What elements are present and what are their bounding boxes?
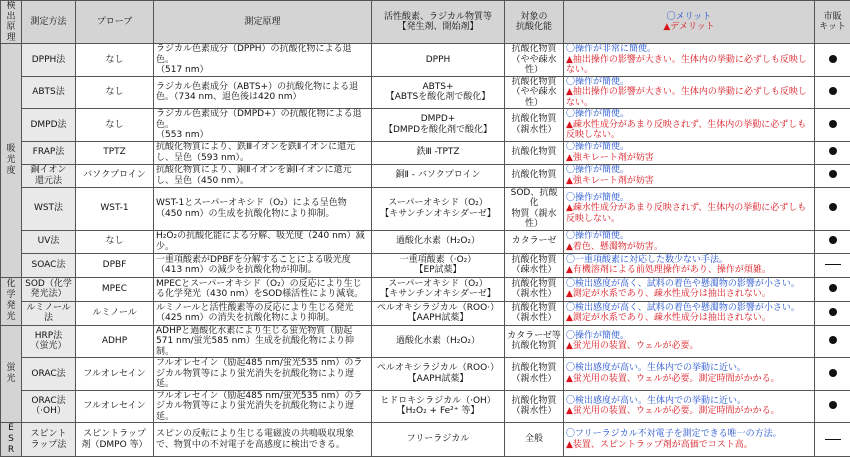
- method-name: SOD（化学 発光法）: [22, 277, 76, 301]
- kit-available-dot: [829, 120, 837, 128]
- merit-text: 〇検出感度が高い。生体内での挙動に近い。: [566, 363, 812, 374]
- kit-available-dot: [829, 203, 837, 211]
- kit-indicator: [815, 187, 850, 230]
- method-name: SOAC法: [22, 253, 76, 277]
- merit-demerit-cell: [564, 44, 815, 77]
- demerit-text: ▲着色、懸濁物が妨害。: [566, 242, 812, 253]
- table-row: [1, 325, 850, 358]
- principle-text: スピンの反転により生じる電磁波の共鳴吸収現象で、物質中の不対電子を高感度に検出できる。: [154, 423, 372, 457]
- merit-demerit-cell: [564, 301, 815, 325]
- merit-demerit-cell: [564, 76, 815, 109]
- target-text: 抗酸化物質 （やや疎水性）: [505, 76, 564, 109]
- table-row: [1, 44, 850, 77]
- probe-name: TPTZ: [76, 141, 154, 164]
- target-text: 抗酸化物質: [505, 141, 564, 164]
- target-text: 全般: [505, 423, 564, 457]
- merit-demerit-cell: [564, 141, 815, 164]
- group-label-text: ESR: [6, 423, 16, 456]
- method-name: ABTS法: [22, 76, 76, 109]
- group-label-text: 蛍光: [6, 363, 16, 385]
- merit-demerit-cell: [564, 277, 815, 301]
- merit-text: 〇検出感度が高く、試料の着色や懸濁物の影響が小さい。: [566, 303, 812, 314]
- kit-available-dot: [829, 369, 837, 377]
- demerit-text: ▲測定が水系であり、疎水性成分は抽出されない。: [566, 313, 812, 324]
- reagent-text: ペルオキシラジカル（ROO·） 【AAPH試薬】: [372, 301, 505, 325]
- demerit-text: ▲測定が水系であり、疎水性成分は抽出されない。: [566, 289, 812, 300]
- merit-text: 〇操作が簡便。: [566, 77, 812, 88]
- reagent-text: 過酸化水素（H₂O₂）: [372, 230, 505, 253]
- probe-name: フルオレセイン: [76, 358, 154, 391]
- kit-unavailable-dash: [825, 439, 841, 440]
- kit-available-dot: [829, 170, 837, 178]
- kit-indicator: [815, 76, 850, 109]
- header-principle: 測定原理: [154, 1, 372, 44]
- header-kit: 市販 キット: [815, 1, 850, 44]
- probe-name: なし: [76, 109, 154, 142]
- target-text: 抗酸化物質 （親水性）: [505, 358, 564, 391]
- demerit-text: ▲装置、スピントラップ剤が高価でコスト高。: [566, 440, 812, 451]
- merit-demerit-cell: [564, 109, 815, 142]
- kit-indicator: [815, 109, 850, 142]
- kit-indicator: [815, 230, 850, 253]
- method-name: ルミノール 法: [22, 301, 76, 325]
- target-text: 抗酸化物質 （やや疎水性）: [505, 44, 564, 77]
- merit-text: 〇一重項酸素に対応した数少ない手法。: [566, 255, 812, 266]
- kit-unavailable-dash: [825, 264, 841, 265]
- method-name: ORAC法 （·OH）: [22, 390, 76, 423]
- probe-name: DPBF: [76, 253, 154, 277]
- header-row: [1, 1, 850, 44]
- kit-indicator: [815, 301, 850, 325]
- target-text: カタラーゼ: [505, 230, 564, 253]
- kit-indicator: [815, 141, 850, 164]
- kit-available-dot: [829, 147, 837, 155]
- kit-available-dot: [829, 284, 837, 292]
- merit-demerit-cell: [564, 253, 815, 277]
- principle-text: ADHPと過酸化水素により生じる蛍光物質（励起571 nm/蛍光585 nm）生成を抗酸化物により抑制。: [154, 325, 372, 358]
- probe-name: WST-1: [76, 187, 154, 230]
- demerit-text: ▲蛍光用の装置、ウェルが必要。: [566, 341, 812, 352]
- reagent-text: 一重項酸素（·O₂） 【EP試薬】: [372, 253, 505, 277]
- method-name: HRP法 （蛍光）: [22, 325, 76, 358]
- method-name: WST法: [22, 187, 76, 230]
- demerit-text: ▲強キレート剤が妨害: [566, 153, 812, 164]
- merit-text: 〇検出感度が高い。生体内での挙動に近い。: [566, 396, 812, 407]
- table-row: [1, 164, 850, 187]
- demerit-text: ▲蛍光用の装置、ウェルが必要。測定時間がかかる。: [566, 406, 812, 417]
- merit-text: 〇検出感度が高く、試料の着色や懸濁物の影響が小さい。: [566, 279, 812, 290]
- method-name: ORAC法: [22, 358, 76, 391]
- kit-indicator: [815, 390, 850, 423]
- probe-name: なし: [76, 44, 154, 77]
- table-row: [1, 141, 850, 164]
- principle-text: ルミノールと活性酸素等の反応により生じる発光（425 nm）の消失を抗酸化物により抑制。: [154, 301, 372, 325]
- group-label-text: 吸光度: [6, 144, 16, 177]
- method-name: 銅イオン 還元法: [22, 164, 76, 187]
- reagent-text: スーパーオキシド（O₂） 【キサンチンオキシダーゼ】: [372, 277, 505, 301]
- demerit-text: ▲強キレート剤が妨害: [566, 176, 812, 187]
- header-target: 対象の 抗酸化能: [505, 1, 564, 44]
- reagent-text: ヒドロキシラジカル（·OH） 【H₂O₂ + Fe²⁺ 等】: [372, 390, 505, 423]
- probe-name: ルミノール: [76, 301, 154, 325]
- table-row: [1, 390, 850, 423]
- target-text: 抗酸化物質 （親水性）: [505, 390, 564, 423]
- header-reagent: 活性酸素、ラジカル物質等 【発生剤、開始剤】: [372, 1, 505, 44]
- demerit-text: ▲蛍光用の装置、ウェルが必要。測定時間がかかる。: [566, 374, 812, 385]
- table-row: [1, 253, 850, 277]
- target-text: 抗酸化物質: [505, 164, 564, 187]
- table-row: [1, 109, 850, 142]
- demerit-text: ▲有機溶剤による前処理操作があり、操作が煩雑。: [566, 265, 812, 276]
- merit-text: 〇操作が簡便。: [566, 231, 812, 242]
- merit-demerit-cell: [564, 187, 815, 230]
- reagent-text: DPPH: [372, 44, 505, 77]
- probe-name: バソクプロイン: [76, 164, 154, 187]
- merit-text: 〇フリーラジカル不対電子を測定できる唯一の方法。: [566, 429, 812, 440]
- table-row: [1, 358, 850, 391]
- principle-text: ラジカル色素成分（DPPH）の抗酸化物による退色。 （517 nm）: [154, 44, 372, 77]
- target-text: 抗酸化物質 （親水性）: [505, 301, 564, 325]
- merit-demerit-cell: [564, 230, 815, 253]
- principle-text: フルオレセイン（励起485 nm/蛍光535 nm）のラジカル物質等により蛍光消失を抗酸化物により遅延。: [154, 390, 372, 423]
- header-merit-demerit: [564, 1, 815, 44]
- group-label: [1, 44, 22, 278]
- demerit-text: ▲疎水性成分があまり反映されず、生体内の挙動に必ずしも反映しない。: [566, 203, 812, 224]
- probe-name: ADHP: [76, 325, 154, 358]
- reagent-text: DMPD+ 【DMPDを酸化剤で酸化】: [372, 109, 505, 142]
- probe-name: フルオレセイン: [76, 390, 154, 423]
- principle-text: 一重項酸素がDPBFを分解することによる吸光度（413 nm）の減少を抗酸化物が抑制。: [154, 253, 372, 277]
- principle-text: ラジカル色素成分（DMPD+）の抗酸化物による退色。 （553 nm）: [154, 109, 372, 142]
- method-name: DMPD法: [22, 109, 76, 142]
- kit-indicator: [815, 423, 850, 457]
- reagent-text: 銅Ⅱ - バソクプロイン: [372, 164, 505, 187]
- merit-text: 〇操作が非常に簡便。: [566, 44, 812, 55]
- kit-indicator: [815, 164, 850, 187]
- merit-text: 〇操作が簡便。: [566, 142, 812, 153]
- reagent-text: 鉄Ⅲ -TPTZ: [372, 141, 505, 164]
- probe-name: MPEC: [76, 277, 154, 301]
- target-text: カタラーゼ等 抗酸化物質: [505, 325, 564, 358]
- table-row: [1, 423, 850, 457]
- header-group: 検出 原理: [1, 1, 22, 44]
- header-demerit: ▲デメリット: [663, 22, 714, 32]
- target-text: SOD、抗酸化 物質（親水性）: [505, 187, 564, 230]
- demerit-text: ▲抽出操作の影響が大きい。生体内の挙動に必ずしも反映しない。: [566, 87, 812, 108]
- kit-indicator: [815, 277, 850, 301]
- reagent-text: 過酸化水素（H₂O₂）: [372, 325, 505, 358]
- probe-name: なし: [76, 230, 154, 253]
- header-probe: プローブ: [76, 1, 154, 44]
- merit-text: 〇操作が簡便。: [566, 193, 812, 204]
- table-body: [1, 44, 850, 457]
- table-row: [1, 187, 850, 230]
- reagent-text: ABTS+ 【ABTSを酸化剤で酸化】: [372, 76, 505, 109]
- group-label: [1, 277, 22, 325]
- merit-demerit-cell: [564, 325, 815, 358]
- kit-available-dot: [829, 336, 837, 344]
- merit-text: 〇操作が簡便。: [566, 109, 812, 120]
- principle-text: H₂O₂の抗酸化能による分解、吸光度（240 nm）減少。: [154, 230, 372, 253]
- reagent-text: ペルオキシラジカル（ROO·） 【AAPH試薬】: [372, 358, 505, 391]
- merit-text: 〇操作が簡便。: [566, 165, 812, 176]
- demerit-text: ▲疎水性成分があまり反映されず、生体内の挙動に必ずしも反映しない。: [566, 120, 812, 141]
- table-row: [1, 301, 850, 325]
- principle-text: ラジカル色素成分（ABTS+）の抗酸化物による退色。（734 nm、退色後は420 nm）: [154, 76, 372, 109]
- merit-demerit-cell: [564, 390, 815, 423]
- table-row: [1, 76, 850, 109]
- method-name: スピント ラップ法: [22, 423, 76, 457]
- kit-indicator: [815, 44, 850, 77]
- target-text: 抗酸化物質 （親水性）: [505, 109, 564, 142]
- header-method: 測定方法: [22, 1, 76, 44]
- header-merit: 〇メリット: [667, 12, 712, 22]
- principle-text: フルオレセイン（励起485 nm/蛍光535 nm）のラジカル物質等により蛍光消失を抗酸化物により遅延。: [154, 358, 372, 391]
- method-name: UV法: [22, 230, 76, 253]
- kit-available-dot: [829, 236, 837, 244]
- probe-name: なし: [76, 76, 154, 109]
- principle-text: MPECとスーパーオキシド（O₂）の反応により生じる化学発光（430 nm）をSOD様活性により減衰。: [154, 277, 372, 301]
- table-row: [1, 277, 850, 301]
- merit-text: 〇操作が簡便。: [566, 331, 812, 342]
- target-text: 抗酸化物質 （疎水性）: [505, 253, 564, 277]
- kit-indicator: [815, 358, 850, 391]
- kit-available-dot: [829, 401, 837, 409]
- reagent-text: スーパーオキシド（O₂） 【キサンチンオキシダーゼ】: [372, 187, 505, 230]
- group-label: [1, 325, 22, 423]
- merit-demerit-cell: [564, 164, 815, 187]
- merit-demerit-cell: [564, 423, 815, 457]
- kit-available-dot: [829, 308, 837, 316]
- method-name: DPPH法: [22, 44, 76, 77]
- target-text: 抗酸化物質 （親水性）: [505, 277, 564, 301]
- method-name: FRAP法: [22, 141, 76, 164]
- table-row: [1, 230, 850, 253]
- merit-demerit-cell: [564, 358, 815, 391]
- reagent-text: フリーラジカル: [372, 423, 505, 457]
- kit-indicator: [815, 253, 850, 277]
- principle-text: 抗酸化物質により、鉄Ⅲイオンを鉄Ⅱイオンに還元し、呈色（593 nm）。: [154, 141, 372, 164]
- kit-available-dot: [829, 55, 837, 63]
- kit-available-dot: [829, 87, 837, 95]
- probe-name: スピントラップ 剤（DMPO 等）: [76, 423, 154, 457]
- demerit-text: ▲抽出操作の影響が大きい。生体内の挙動に必ずしも反映しない。: [566, 55, 812, 76]
- principle-text: WST-1とスーパーオキシド（O₂）による呈色物（450 nm）の生成を抗酸化物により抑制。: [154, 187, 372, 230]
- principle-text: 抗酸化物質により、銅Ⅱイオンを銅Ⅰイオンに還元し、呈色（450 nm）。: [154, 164, 372, 187]
- kit-indicator: [815, 325, 850, 358]
- group-label-text: 化学発光: [6, 279, 16, 323]
- group-label: [1, 423, 22, 457]
